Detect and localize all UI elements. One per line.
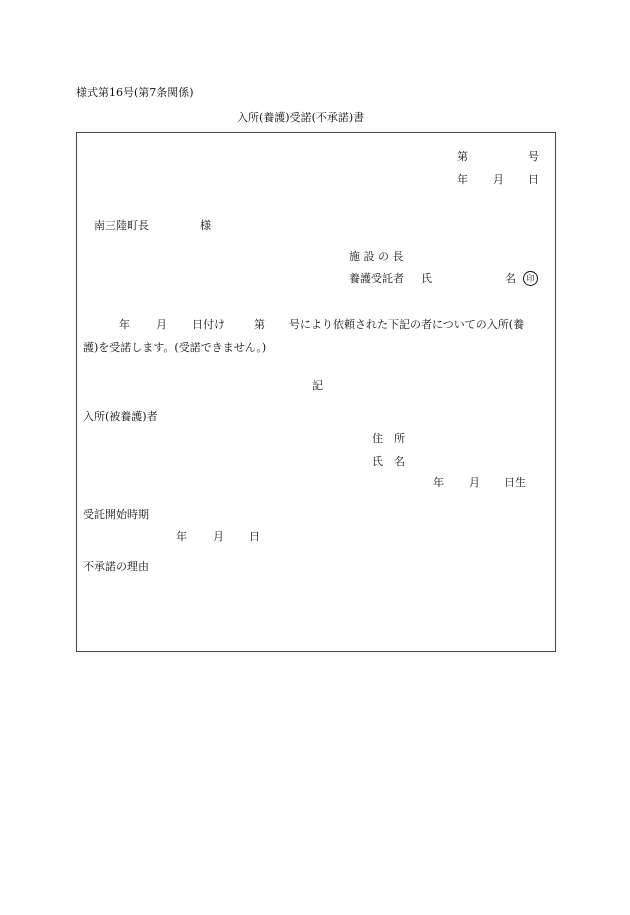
facility-head-label: 施 設 の 長 (349, 250, 404, 263)
form-frame (76, 132, 556, 652)
addressee-honorific: 様 (200, 219, 211, 232)
birth-day: 日生 (504, 476, 526, 489)
body-no-prefix: 第 (254, 318, 265, 331)
body-month: 月 (156, 318, 167, 331)
form-number: 様式第16号(第7条関係) (76, 86, 194, 99)
seal-mark (523, 271, 538, 286)
person-name-label: 氏 名 (372, 455, 405, 468)
date-year: 年 (457, 173, 468, 186)
addressee-name: 南三陸町長 (94, 219, 149, 232)
document-title: 入所(養護)受諾(不承諾)書 (237, 111, 365, 124)
birth-year: 年 (433, 476, 444, 489)
doc-number-suffix: 号 (528, 150, 539, 163)
doc-number-prefix: 第 (457, 150, 468, 163)
birth-month: 月 (469, 476, 480, 489)
sender-name-label-2: 名 (505, 272, 516, 285)
start-month: 月 (213, 530, 224, 543)
date-day: 日 (528, 173, 539, 186)
start-year: 年 (176, 530, 187, 543)
start-day: 日 (249, 530, 260, 543)
start-label: 受託開始時期 (83, 508, 149, 521)
refusal-reason-label: 不承諾の理由 (83, 560, 149, 573)
body-day-dated: 日付け (192, 318, 225, 331)
sender-name-label-1: 氏 (421, 272, 432, 285)
date-month: 月 (493, 173, 504, 186)
body-line1: 号により依頼された下記の者についての入所(養 (289, 318, 525, 331)
address-label: 住 所 (372, 432, 405, 445)
caretaker-label: 養護受託者 (349, 272, 404, 285)
body-year: 年 (119, 318, 130, 331)
person-label: 入所(被養護)者 (83, 410, 158, 423)
body-line2: 護)を受諾します。(受諾できません。) (83, 341, 267, 354)
record-heading: 記 (312, 379, 323, 392)
seal-icon: 印 (523, 271, 538, 286)
